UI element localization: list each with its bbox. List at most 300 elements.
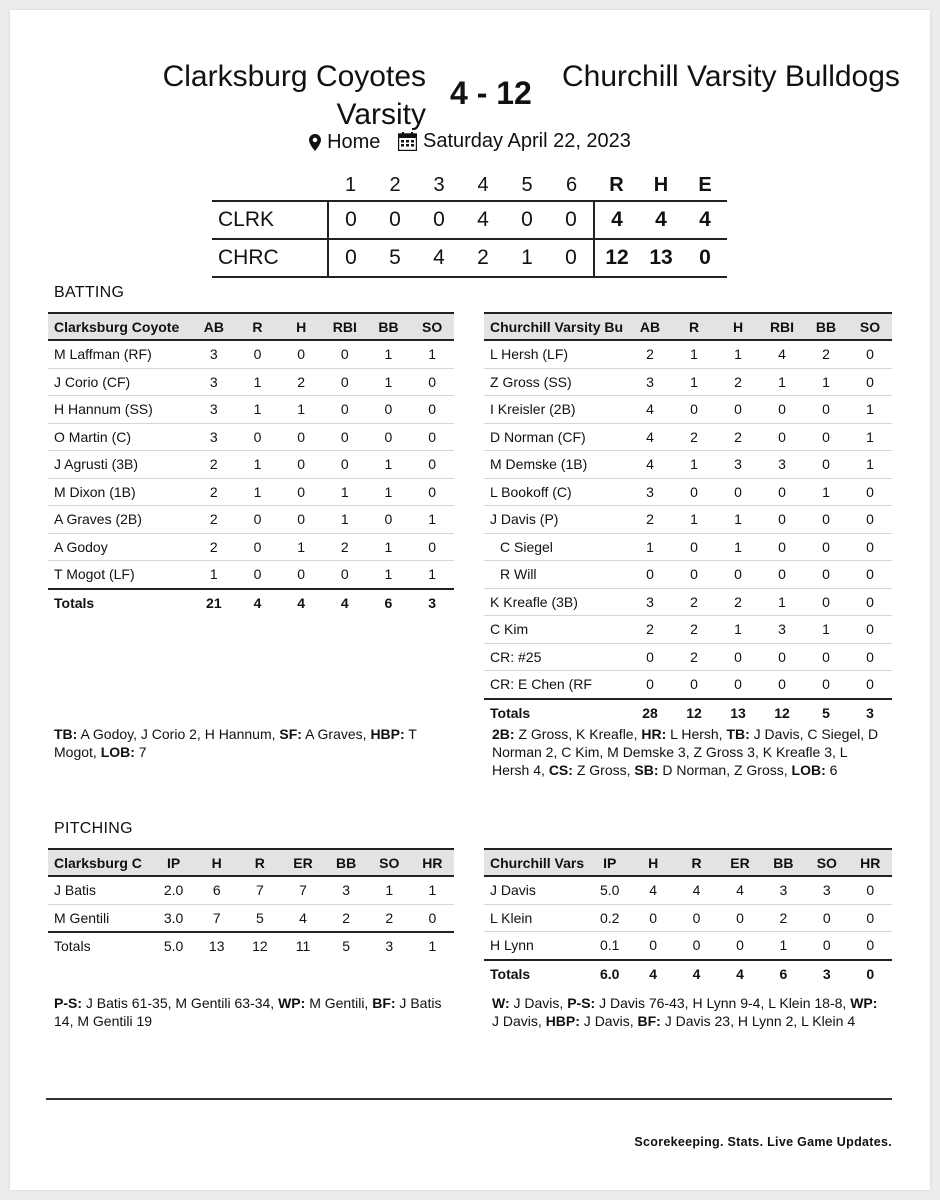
stat-column-header: ER bbox=[281, 849, 324, 876]
note-text: A Godoy, J Corio 2, H Hannum, bbox=[77, 726, 280, 742]
stat-value: 1 bbox=[192, 561, 236, 589]
note-label: HR: bbox=[641, 726, 667, 742]
stat-value: 0 bbox=[804, 561, 848, 589]
stat-value: 3 bbox=[760, 616, 804, 644]
footer-divider bbox=[46, 1098, 892, 1100]
stat-value: 2 bbox=[716, 423, 760, 451]
stat-value: 1 bbox=[672, 451, 716, 479]
stat-value: 1 bbox=[672, 340, 716, 368]
batting-table-home bbox=[48, 312, 454, 616]
player-row bbox=[484, 478, 892, 506]
player-name: H Lynn bbox=[484, 932, 588, 960]
stat-value: 2 bbox=[716, 588, 760, 616]
player-name: A Godoy bbox=[48, 533, 192, 561]
runs-header: R bbox=[609, 173, 624, 196]
stat-value: 1 bbox=[716, 506, 760, 534]
stat-value: 0 bbox=[760, 423, 804, 451]
stat-value: 3 bbox=[716, 451, 760, 479]
runs-total: 12 bbox=[594, 239, 639, 277]
stat-value: 0 bbox=[804, 396, 848, 424]
away-team-name: Churchill Varsity Bulldogs bbox=[562, 60, 900, 93]
player-name: CR: E Chen (RF bbox=[484, 671, 628, 699]
note-text: A Graves, bbox=[301, 726, 371, 742]
stat-value: 0 bbox=[760, 478, 804, 506]
player-row bbox=[484, 671, 892, 699]
note-label: P-S: bbox=[54, 995, 82, 1011]
stat-value: 0 bbox=[279, 478, 323, 506]
inning-score: 0 bbox=[373, 201, 417, 239]
totals-value: 12 bbox=[238, 932, 281, 960]
stat-value: 1 bbox=[848, 451, 892, 479]
stat-value: 2 bbox=[672, 588, 716, 616]
stat-value: 1 bbox=[367, 561, 411, 589]
stat-value: 7 bbox=[281, 876, 324, 904]
note-text: M Gentili, bbox=[305, 995, 373, 1011]
stat-value: 1 bbox=[804, 616, 848, 644]
player-name: M Demske (1B) bbox=[484, 451, 628, 479]
team-column-header: Clarksburg C bbox=[48, 849, 152, 876]
stat-value: 3.0 bbox=[152, 904, 195, 932]
totals-value: 5 bbox=[804, 699, 848, 727]
linescore-table bbox=[212, 170, 727, 278]
totals-row bbox=[48, 589, 454, 617]
stat-value: 0 bbox=[279, 506, 323, 534]
team-column-header: Clarksburg Coyote bbox=[48, 313, 192, 340]
stat-value: 0.1 bbox=[588, 932, 631, 960]
footer-tagline: Scorekeeping. Stats. Live Game Updates. bbox=[634, 1135, 892, 1149]
player-row bbox=[484, 932, 892, 960]
stat-value: 2 bbox=[192, 451, 236, 479]
note-text: J Davis 23, H Lynn 2, L Klein 4 bbox=[660, 1013, 856, 1029]
stat-value: 0 bbox=[279, 423, 323, 451]
totals-value: 6 bbox=[367, 589, 411, 617]
stat-value: 0 bbox=[628, 561, 672, 589]
stat-value: 1 bbox=[367, 368, 411, 396]
totals-value: 28 bbox=[628, 699, 672, 727]
stat-value: 0 bbox=[323, 451, 367, 479]
player-row bbox=[484, 396, 892, 424]
stat-value: 1 bbox=[367, 451, 411, 479]
note-text: J Batis 61-35, M Gentili 63-34, bbox=[82, 995, 279, 1011]
stat-value: 1 bbox=[716, 340, 760, 368]
player-name: K Kreafle (3B) bbox=[484, 588, 628, 616]
inning-score: 0 bbox=[549, 201, 594, 239]
stat-value: 0 bbox=[279, 561, 323, 589]
stat-column-header: H bbox=[279, 313, 323, 340]
totals-row bbox=[484, 699, 892, 727]
totals-value: 4 bbox=[718, 960, 761, 988]
stat-value: 0 bbox=[848, 643, 892, 671]
batting-table-away bbox=[484, 312, 892, 726]
stat-value: 3 bbox=[192, 368, 236, 396]
stat-value: 2 bbox=[368, 904, 411, 932]
stat-value: 1 bbox=[236, 478, 280, 506]
totals-value: 4 bbox=[323, 589, 367, 617]
stat-value: 1 bbox=[279, 533, 323, 561]
stat-column-header: BB bbox=[762, 849, 805, 876]
player-row bbox=[48, 533, 454, 561]
player-row bbox=[484, 533, 892, 561]
stat-value: 0 bbox=[760, 643, 804, 671]
note-text: J Davis, C Siegel, D Norman 2, C Kim, M Demske 3, Z Gross 3, K Kreafle 3, L Hersh 4, bbox=[492, 726, 879, 778]
matchup-header bbox=[10, 54, 930, 134]
stat-value: 0 bbox=[848, 533, 892, 561]
inning-score: 0 bbox=[549, 239, 594, 277]
player-row bbox=[48, 904, 454, 932]
player-row bbox=[484, 368, 892, 396]
stat-value: 3 bbox=[805, 876, 848, 904]
pitching-notes-home bbox=[54, 994, 454, 1030]
note-label: P-S: bbox=[567, 995, 596, 1011]
date-text: Saturday April 22, 2023 bbox=[423, 130, 631, 152]
stat-value: 2 bbox=[672, 616, 716, 644]
stat-column-header: BB bbox=[325, 849, 368, 876]
note-label: 2B: bbox=[492, 726, 515, 742]
stat-column-header: AB bbox=[192, 313, 236, 340]
stat-value: 4 bbox=[281, 904, 324, 932]
stat-value: 1 bbox=[760, 588, 804, 616]
batting-notes-away bbox=[492, 725, 888, 779]
player-row bbox=[484, 451, 892, 479]
inning-score: 2 bbox=[461, 239, 505, 277]
stat-column-header: SO bbox=[368, 849, 411, 876]
stat-value: 0 bbox=[716, 478, 760, 506]
player-name: M Gentili bbox=[48, 904, 152, 932]
stat-column-header: AB bbox=[628, 313, 672, 340]
stat-value: 0 bbox=[848, 561, 892, 589]
stat-value: 0 bbox=[760, 506, 804, 534]
player-name: J Davis (P) bbox=[484, 506, 628, 534]
hits-header: H bbox=[653, 173, 669, 196]
player-name: L Bookoff (C) bbox=[484, 478, 628, 506]
inning-score: 4 bbox=[461, 201, 505, 239]
totals-value: 5 bbox=[325, 932, 368, 960]
totals-row bbox=[484, 960, 892, 988]
stat-column-header: ER bbox=[718, 849, 761, 876]
stat-value: 0 bbox=[410, 423, 454, 451]
stat-value: 0 bbox=[279, 451, 323, 479]
stat-value: 0 bbox=[236, 561, 280, 589]
player-row bbox=[484, 643, 892, 671]
stat-value: 1 bbox=[236, 451, 280, 479]
stat-value: 3 bbox=[628, 588, 672, 616]
player-row bbox=[48, 876, 454, 904]
player-name: I Kreisler (2B) bbox=[484, 396, 628, 424]
inning-4-header: 4 bbox=[477, 173, 489, 196]
game-date bbox=[398, 128, 631, 154]
stat-value: 4 bbox=[628, 423, 672, 451]
inning-1-header: 1 bbox=[344, 173, 357, 196]
stat-value: 4 bbox=[718, 876, 761, 904]
stat-value: 4 bbox=[760, 340, 804, 368]
box-score-page bbox=[10, 10, 930, 1190]
note-label: SB: bbox=[634, 762, 659, 778]
batting-notes-home bbox=[54, 725, 454, 761]
stat-value: 0 bbox=[848, 616, 892, 644]
stat-column-header: R bbox=[236, 313, 280, 340]
totals-value: 21 bbox=[192, 589, 236, 617]
stat-value: 1 bbox=[323, 506, 367, 534]
stat-column-header: IP bbox=[588, 849, 631, 876]
stat-value: 1 bbox=[323, 478, 367, 506]
note-text: 6 bbox=[825, 762, 838, 778]
player-row bbox=[48, 451, 454, 479]
totals-value: 0 bbox=[849, 960, 892, 988]
stat-value: 2 bbox=[192, 506, 236, 534]
stat-value: 1 bbox=[410, 506, 454, 534]
stat-value: 0 bbox=[848, 671, 892, 699]
note-text: D Norman, Z Gross, bbox=[658, 762, 792, 778]
stat-value: 6 bbox=[195, 876, 238, 904]
note-label: HBP: bbox=[370, 726, 405, 742]
stat-value: 0 bbox=[849, 876, 892, 904]
runs-total: 4 bbox=[594, 201, 639, 239]
stat-column-header: R bbox=[675, 849, 718, 876]
stat-value: 2 bbox=[325, 904, 368, 932]
errors-total: 4 bbox=[683, 201, 727, 239]
note-text: Z Gross, bbox=[572, 762, 635, 778]
inning-2-header: 2 bbox=[389, 173, 401, 196]
stat-value: 0 bbox=[631, 904, 674, 932]
stat-value: 0 bbox=[849, 932, 892, 960]
player-row bbox=[484, 904, 892, 932]
stat-value: 0 bbox=[323, 340, 367, 368]
stat-value: 0 bbox=[804, 423, 848, 451]
inning-5-header: 5 bbox=[521, 173, 533, 196]
stat-value: 1 bbox=[672, 506, 716, 534]
stat-value: 2 bbox=[804, 340, 848, 368]
stat-value: 2.0 bbox=[152, 876, 195, 904]
stat-value: 0 bbox=[848, 368, 892, 396]
totals-value: 13 bbox=[716, 699, 760, 727]
stat-value: 1 bbox=[760, 368, 804, 396]
stat-value: 3 bbox=[192, 340, 236, 368]
player-name: J Agrusti (3B) bbox=[48, 451, 192, 479]
stat-value: 0 bbox=[672, 671, 716, 699]
stat-value: 1 bbox=[628, 533, 672, 561]
note-label: SF: bbox=[279, 726, 302, 742]
note-label: CS: bbox=[548, 762, 573, 778]
player-name: CR: #25 bbox=[484, 643, 628, 671]
stat-value: 2 bbox=[192, 533, 236, 561]
batting-section-label: BATTING bbox=[54, 284, 125, 301]
stat-value: 2 bbox=[716, 368, 760, 396]
stat-column-header: H bbox=[716, 313, 760, 340]
stat-value: 1 bbox=[716, 533, 760, 561]
stat-value: 7 bbox=[238, 876, 281, 904]
stat-value: 0 bbox=[848, 588, 892, 616]
team-abbr: CHRC bbox=[212, 239, 328, 277]
stat-value: 4 bbox=[628, 451, 672, 479]
stat-value: 3 bbox=[628, 368, 672, 396]
errors-total: 0 bbox=[683, 239, 727, 277]
stat-value: 7 bbox=[195, 904, 238, 932]
stat-value: 0 bbox=[410, 368, 454, 396]
player-row bbox=[48, 423, 454, 451]
totals-label: Totals bbox=[48, 589, 192, 617]
note-text: J Davis, bbox=[492, 1013, 546, 1029]
player-name: L Klein bbox=[484, 904, 588, 932]
stat-value: 0 bbox=[716, 396, 760, 424]
stat-value: 3 bbox=[628, 478, 672, 506]
stat-value: 0 bbox=[410, 451, 454, 479]
totals-value: 11 bbox=[281, 932, 324, 960]
stat-value: 1 bbox=[279, 396, 323, 424]
stat-value: 0 bbox=[236, 340, 280, 368]
player-name: H Hannum (SS) bbox=[48, 396, 192, 424]
inning-score: 0 bbox=[328, 239, 373, 277]
player-name: J Corio (CF) bbox=[48, 368, 192, 396]
stat-value: 2 bbox=[672, 643, 716, 671]
note-text: Z Gross, K Kreafle, bbox=[514, 726, 642, 742]
stat-value: 4 bbox=[631, 876, 674, 904]
note-label: TB: bbox=[726, 726, 750, 742]
note-label: WP: bbox=[278, 995, 306, 1011]
note-text: J Davis, bbox=[579, 1013, 638, 1029]
note-text: J Davis, bbox=[509, 995, 568, 1011]
stat-value: 0 bbox=[411, 904, 454, 932]
team-column-header: Churchill Vars bbox=[484, 849, 588, 876]
stat-value: 1 bbox=[848, 423, 892, 451]
player-row bbox=[48, 368, 454, 396]
hits-total: 4 bbox=[639, 201, 683, 239]
stat-column-header: HR bbox=[411, 849, 454, 876]
stat-column-header: H bbox=[631, 849, 674, 876]
stat-value: 0 bbox=[410, 396, 454, 424]
player-name: C Siegel bbox=[484, 533, 628, 561]
stat-value: 0 bbox=[760, 561, 804, 589]
note-text: T Mogot, bbox=[54, 726, 417, 760]
totals-value: 3 bbox=[848, 699, 892, 727]
stat-value: 1 bbox=[411, 876, 454, 904]
totals-value: 6.0 bbox=[588, 960, 631, 988]
stat-value: 1 bbox=[367, 340, 411, 368]
calendar-icon bbox=[398, 132, 417, 151]
team-abbr: CLRK bbox=[212, 201, 328, 239]
stat-value: 0 bbox=[672, 533, 716, 561]
player-row bbox=[48, 506, 454, 534]
stat-value: 1 bbox=[804, 478, 848, 506]
inning-score: 0 bbox=[417, 201, 461, 239]
stat-value: 0 bbox=[804, 506, 848, 534]
player-name: M Laffman (RF) bbox=[48, 340, 192, 368]
note-label: TB: bbox=[54, 726, 78, 742]
inning-6-header: 6 bbox=[565, 173, 578, 196]
inning-score: 4 bbox=[417, 239, 461, 277]
totals-row bbox=[48, 932, 454, 960]
player-row bbox=[484, 340, 892, 368]
stat-value: 0 bbox=[716, 561, 760, 589]
stat-value: 0 bbox=[804, 533, 848, 561]
stat-value: 0 bbox=[628, 671, 672, 699]
pitching-table-away bbox=[484, 848, 892, 987]
stat-value: 0 bbox=[367, 506, 411, 534]
stat-column-header: BB bbox=[804, 313, 848, 340]
stat-column-header: HR bbox=[849, 849, 892, 876]
player-name: J Davis bbox=[484, 876, 588, 904]
stat-value: 2 bbox=[628, 340, 672, 368]
totals-value: 3 bbox=[805, 960, 848, 988]
stat-value: 0 bbox=[848, 340, 892, 368]
note-label: HBP: bbox=[545, 1013, 580, 1029]
totals-value: 13 bbox=[195, 932, 238, 960]
stat-column-header: R bbox=[672, 313, 716, 340]
stat-value: 3 bbox=[192, 423, 236, 451]
stat-value: 0 bbox=[760, 396, 804, 424]
stat-value: 1 bbox=[410, 561, 454, 589]
stat-value: 2 bbox=[323, 533, 367, 561]
stat-column-header: BB bbox=[367, 313, 411, 340]
player-row bbox=[484, 616, 892, 644]
location-text: Home bbox=[327, 131, 381, 153]
player-name: T Mogot (LF) bbox=[48, 561, 192, 589]
stat-value: 0 bbox=[848, 478, 892, 506]
stat-value: 2 bbox=[672, 423, 716, 451]
stat-column-header: RBI bbox=[323, 313, 367, 340]
totals-label: Totals bbox=[48, 932, 152, 960]
final-score: 4 - 12 bbox=[450, 75, 532, 111]
player-name: A Graves (2B) bbox=[48, 506, 192, 534]
stat-column-header: SO bbox=[848, 313, 892, 340]
stat-column-header: IP bbox=[152, 849, 195, 876]
stat-value: 1 bbox=[368, 876, 411, 904]
stat-value: 0 bbox=[804, 451, 848, 479]
player-row bbox=[48, 396, 454, 424]
player-row bbox=[484, 588, 892, 616]
player-row bbox=[48, 340, 454, 368]
note-label: LOB: bbox=[791, 762, 826, 778]
stat-value: 0 bbox=[410, 533, 454, 561]
stat-column-header: H bbox=[195, 849, 238, 876]
stat-value: 0 bbox=[760, 671, 804, 699]
stat-value: 4 bbox=[675, 876, 718, 904]
totals-value: 12 bbox=[760, 699, 804, 727]
hits-total: 13 bbox=[639, 239, 683, 277]
linescore-row-away bbox=[212, 239, 727, 277]
totals-value: 12 bbox=[672, 699, 716, 727]
player-name: D Norman (CF) bbox=[484, 423, 628, 451]
stat-value: 0 bbox=[716, 671, 760, 699]
stat-value: 1 bbox=[236, 396, 280, 424]
player-name: C Kim bbox=[484, 616, 628, 644]
pitching-notes-away bbox=[492, 994, 888, 1030]
stat-value: 0 bbox=[323, 396, 367, 424]
inning-score: 0 bbox=[328, 201, 373, 239]
stat-value: 0 bbox=[718, 932, 761, 960]
stat-value: 2 bbox=[279, 368, 323, 396]
totals-value: 4 bbox=[631, 960, 674, 988]
stat-value: 2 bbox=[762, 904, 805, 932]
stat-value: 0.2 bbox=[588, 904, 631, 932]
stat-value: 0 bbox=[323, 368, 367, 396]
totals-label: Totals bbox=[484, 699, 628, 727]
player-row bbox=[484, 876, 892, 904]
note-label: BF: bbox=[637, 1013, 661, 1029]
note-text: J Davis 76-43, H Lynn 9-4, L Klein 18-8, bbox=[595, 995, 851, 1011]
pitching-section-label: PITCHING bbox=[54, 820, 133, 837]
stat-value: 0 bbox=[236, 533, 280, 561]
totals-value: 6 bbox=[762, 960, 805, 988]
stat-value: 0 bbox=[805, 932, 848, 960]
stat-value: 0 bbox=[804, 588, 848, 616]
note-text: 7 bbox=[134, 744, 147, 760]
stat-value: 2 bbox=[192, 478, 236, 506]
player-name: J Batis bbox=[48, 876, 152, 904]
totals-value: 4 bbox=[675, 960, 718, 988]
stat-value: 0 bbox=[760, 533, 804, 561]
player-name: L Hersh (LF) bbox=[484, 340, 628, 368]
totals-value: 3 bbox=[368, 932, 411, 960]
